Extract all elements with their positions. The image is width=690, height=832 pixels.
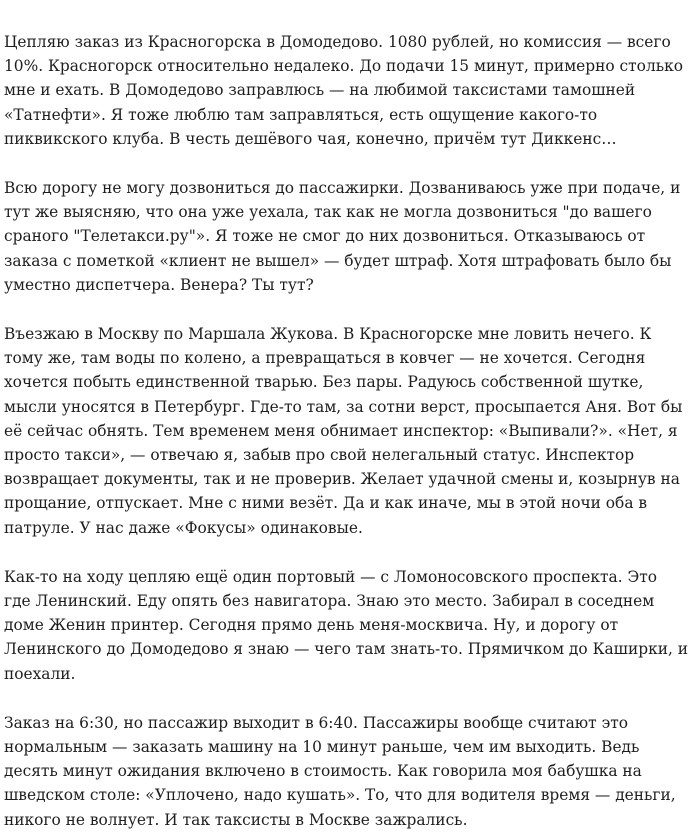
paragraph: Как-то на ходу цепляю ещё один портовый — с Ломоносовского проспекта. Это где Ленинский. Еду опять без навигатора. Знаю это место. Забирал в соседнем доме Женин принтер. Сегодня прямо день меня-москвича. Ну, и дорогу от Ленинского до Домодедово я знаю — чего там знать-то. Прямичком до Каширки, и поехали.: [4, 567, 688, 683]
paragraph: Всю дорогу не могу дозвониться до пассажирки. Дозваниваюсь уже при подаче, и тут же выясняю, что она уже уехала, так как не могла дозвониться "до вашего сраного "Телетакси.ру"». Я тоже не смог до них дозвониться. Отказываюсь от заказа с пометкой «клиент не вышел» — будет штраф. Хотя штрафовать было бы уместно диспетчера. Венера? Ты тут?: [4, 179, 681, 294]
paragraph: Заказ на 6:30, но пассажир выходит в 6:40. Пассажиры вообще считают это нормальным — заказать машину на 10 минут раньше, чем им выходить. Ведь десять минут ожидания включено в стоимость. Как говорила моя бабушка на шведском столе: «Уплочено, надо кушать». То, что для водителя время — деньги, никого не волнует. И так таксисты в Москве зажрались.: [4, 713, 676, 829]
paragraph: Въезжаю в Москву по Маршала Жукова. В Красногорске мне ловить нечего. К тому же, там воды по колено, а превращаться в ковчег — не хочется. Сегодня хочется побыть единственной тварью. Без пары. Радуюсь собственной шутке, мысли уносятся в Петербург. Где-то там, за сотни верст, просыпается Аня. Вот бы её сейчас обнять. Тем временем меня обнимает инспектор: «Выпивали?». «Нет, я просто такси», — отвечаю я, забыв про свой нелегальный статус. Инспектор возвращает документы, так и не проверив. Желает удачной смены и, козырнув на прощание, отпускает. Мне с ними везёт. Да и как иначе, мы в этой ночи оба в патруле. У нас даже «Фокусы» одинаковые.: [4, 325, 683, 537]
paragraph: Цепляю заказ из Красногорска в Домодедово. 1080 рублей, но комиссия — всего 10%. Красногорск относительно недалеко. До подачи 15 минут, примерно столько мне и ехать. В Домодедово заправлюсь — на любимой таксистами тамошней «Татнефти». Я тоже люблю там заправляться, есть ощущение какого-то пиквикского клуба. В честь дешёвого чая, конечно, причём тут Диккенс…: [4, 33, 683, 148]
article-body: [4, 30, 688, 832]
